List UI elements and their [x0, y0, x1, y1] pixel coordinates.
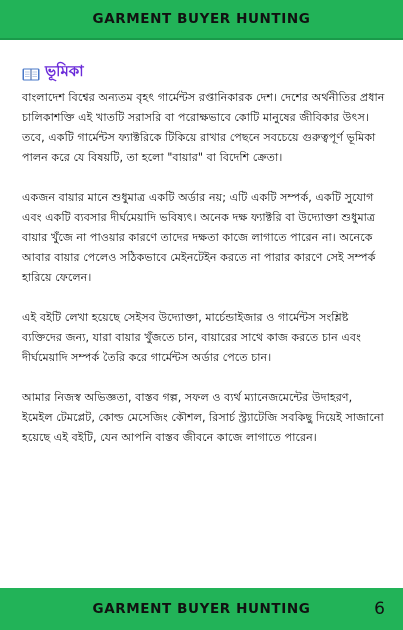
section-heading: [22, 60, 386, 85]
page-content: [22, 60, 386, 468]
paragraph: আমার নিজস্ব অভিজ্ঞতা, বাস্তব গল্প, সফল ও ব্যর্থ ম্যানেজমেন্টের উদাহরণ, ইমেইল টেমপ্লেট, কোল্ড মেসেজিং কৌশল, রিসার্চ স্ট্র্যাটেজি সবকিছু দিয়েই সাজানো হয়েছে এই বইটি, যেন আপনি বাস্তব জীবনে কাজে লাগাতে পারেন।: [22, 391, 384, 444]
paragraph: এই বইটি লেখা হয়েছে সেইসব উদ্যোক্তা, মার্চেন্ডাইজার ও গার্মেন্টস সংশ্লিষ্ট ব্যক্তিদের জন্য, যারা বায়ার খুঁজতে চান, বায়ারের সাথে কাজ করতে চান এবং দীর্ঘমেয়াদি সম্পর্ক তৈরি করে গার্মেন্টস অর্ডার পেতে চান।: [22, 311, 361, 364]
section-heading-text: ভূমিকা: [45, 62, 84, 80]
paragraph: একজন বায়ার মানে শুধুমাত্র একটি অর্ডার নয়; এটি একটি সম্পর্ক, একটি সুযোগ এবং একটি ব্যবসার দীর্ঘমেয়াদি ভবিষ্যৎ। অনেক দক্ষ ফ্যাক্টরি বা উদ্যোক্তা শুধুমাত্র বায়ার খুঁজে না পাওয়ার কারণে তাদের দক্ষতা কাজে লাগাতে পারেন না। অনেকে আবার বায়ার পেলেও সঠিকভাবে মেইনটেইন করতে না পারার কারণে সেই সম্পর্ক হারিয়ে ফেলেন।: [22, 191, 376, 284]
page-number: 6: [374, 599, 385, 619]
page-footer: [0, 588, 403, 630]
book-icon: [22, 66, 40, 79]
footer-title: GARMENT BUYER HUNTING: [92, 601, 311, 617]
header-title: GARMENT BUYER HUNTING: [92, 11, 311, 27]
page-header: [0, 0, 403, 40]
paragraph: বাংলাদেশ বিশ্বের অন্যতম বৃহৎ গার্মেন্টস রপ্তানিকারক দেশ। দেশের অর্থনীতির প্রধান চালিকাশক্তি এই খাতটি সরাসরি বা পরোক্ষভাবে কোটি মানুষের জীবিকার উৎস। তবে, একটি গার্মেন্টস ফ্যাক্টরিকে টিকিয়ে রাখার পেছনে সবচেয়ে গুরুত্বপূর্ণ ভূমিকা পালন করে যে বিষয়টি, তা হলো "বায়ার" বা বিদেশি ক্রেতা।: [22, 91, 385, 164]
